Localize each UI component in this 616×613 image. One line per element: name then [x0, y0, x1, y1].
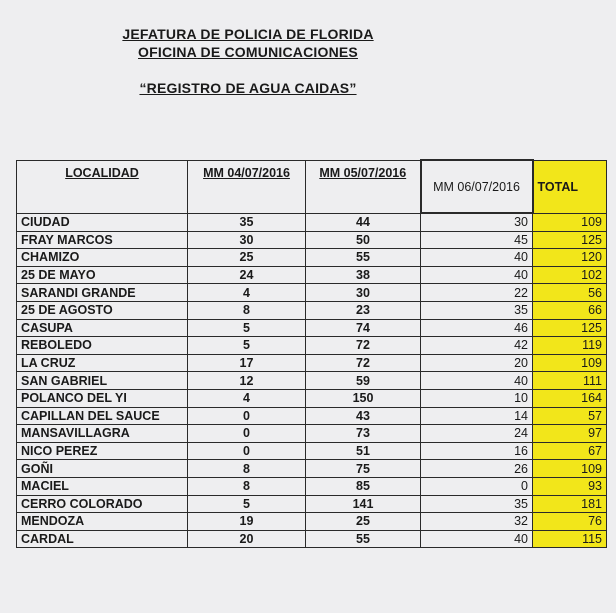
- cell-day1: 24: [188, 266, 306, 284]
- cell-localidad: NICO PEREZ: [17, 442, 188, 460]
- cell-day3: 0: [421, 477, 533, 495]
- table-row: [17, 442, 607, 460]
- table-row: [17, 477, 607, 495]
- cell-day3: 40: [421, 266, 533, 284]
- table-row: [17, 354, 607, 372]
- cell-total: 125: [533, 231, 607, 249]
- cell-day2: 75: [306, 460, 421, 478]
- table-row: [17, 407, 607, 425]
- cell-day2: 73: [306, 425, 421, 443]
- cell-localidad: MANSAVILLAGRA: [17, 425, 188, 443]
- cell-localidad: 25 DE AGOSTO: [17, 301, 188, 319]
- cell-day1: 5: [188, 319, 306, 337]
- cell-day2: 55: [306, 249, 421, 267]
- cell-day3: 10: [421, 389, 533, 407]
- cell-day2: 59: [306, 372, 421, 390]
- cell-day2: 74: [306, 319, 421, 337]
- cell-day3: 26: [421, 460, 533, 478]
- table-body: [17, 213, 607, 548]
- cell-total: 125: [533, 319, 607, 337]
- cell-day1: 8: [188, 301, 306, 319]
- cell-day1: 12: [188, 372, 306, 390]
- cell-localidad: CAPILLAN DEL SAUCE: [17, 407, 188, 425]
- cell-day1: 0: [188, 407, 306, 425]
- cell-day1: 35: [188, 213, 306, 231]
- cell-day1: 0: [188, 425, 306, 443]
- cell-day1: 5: [188, 337, 306, 355]
- cell-day1: 4: [188, 284, 306, 302]
- cell-day2: 72: [306, 337, 421, 355]
- rainfall-table: [16, 159, 607, 548]
- cell-total: 115: [533, 530, 607, 548]
- cell-total: 93: [533, 477, 607, 495]
- cell-day2: 44: [306, 213, 421, 231]
- document-title: JEFATURA DE POLICIA DE FLORIDA: [122, 26, 374, 42]
- cell-localidad: MACIEL: [17, 477, 188, 495]
- table-row: [17, 425, 607, 443]
- report-title: “REGISTRO DE AGUA CAIDAS”: [139, 80, 357, 96]
- table-row: [17, 249, 607, 267]
- cell-localidad: REBOLEDO: [17, 337, 188, 355]
- column-header-day1: MM 04/07/2016: [188, 160, 306, 213]
- table-row: [17, 266, 607, 284]
- cell-day2: 141: [306, 495, 421, 513]
- cell-day2: 25: [306, 513, 421, 531]
- cell-day3: 35: [421, 301, 533, 319]
- cell-total: 57: [533, 407, 607, 425]
- cell-day3: 22: [421, 284, 533, 302]
- cell-day2: 38: [306, 266, 421, 284]
- cell-day3: 30: [421, 213, 533, 231]
- cell-day1: 25: [188, 249, 306, 267]
- cell-day1: 8: [188, 460, 306, 478]
- cell-localidad: FRAY MARCOS: [17, 231, 188, 249]
- cell-total: 56: [533, 284, 607, 302]
- cell-localidad: POLANCO DEL YI: [17, 389, 188, 407]
- cell-total: 102: [533, 266, 607, 284]
- cell-localidad: 25 DE MAYO: [17, 266, 188, 284]
- table-row: [17, 337, 607, 355]
- cell-localidad: CASUPA: [17, 319, 188, 337]
- cell-total: 109: [533, 354, 607, 372]
- cell-total: 66: [533, 301, 607, 319]
- cell-day2: 85: [306, 477, 421, 495]
- cell-total: 109: [533, 460, 607, 478]
- cell-total: 119: [533, 337, 607, 355]
- cell-total: 111: [533, 372, 607, 390]
- cell-total: 76: [533, 513, 607, 531]
- cell-localidad: CHAMIZO: [17, 249, 188, 267]
- cell-day3: 45: [421, 231, 533, 249]
- cell-localidad: CIUDAD: [17, 213, 188, 231]
- cell-day2: 43: [306, 407, 421, 425]
- cell-day3: 42: [421, 337, 533, 355]
- cell-total: 120: [533, 249, 607, 267]
- table-row: [17, 284, 607, 302]
- table-row: [17, 530, 607, 548]
- table-row: [17, 495, 607, 513]
- cell-day3: 35: [421, 495, 533, 513]
- cell-localidad: MENDOZA: [17, 513, 188, 531]
- table-row: [17, 301, 607, 319]
- cell-day2: 30: [306, 284, 421, 302]
- cell-day3: 40: [421, 249, 533, 267]
- cell-day3: 32: [421, 513, 533, 531]
- cell-day3: 16: [421, 442, 533, 460]
- cell-day3: 40: [421, 530, 533, 548]
- table-header-row: [17, 160, 607, 213]
- cell-day1: 19: [188, 513, 306, 531]
- cell-day3: 14: [421, 407, 533, 425]
- cell-total: 181: [533, 495, 607, 513]
- cell-localidad: LA CRUZ: [17, 354, 188, 372]
- cell-day2: 23: [306, 301, 421, 319]
- column-header-day2: MM 05/07/2016: [306, 160, 421, 213]
- cell-total: 164: [533, 389, 607, 407]
- table-row: [17, 213, 607, 231]
- cell-day3: 46: [421, 319, 533, 337]
- cell-day3: 40: [421, 372, 533, 390]
- cell-day1: 4: [188, 389, 306, 407]
- cell-day2: 72: [306, 354, 421, 372]
- cell-day3: 24: [421, 425, 533, 443]
- column-header-localidad: LOCALIDAD: [17, 160, 188, 213]
- cell-day2: 55: [306, 530, 421, 548]
- table-row: [17, 372, 607, 390]
- column-header-day3: MM 06/07/2016: [421, 160, 533, 213]
- cell-day1: 30: [188, 231, 306, 249]
- cell-localidad: CARDAL: [17, 530, 188, 548]
- cell-day1: 5: [188, 495, 306, 513]
- cell-localidad: SARANDI GRANDE: [17, 284, 188, 302]
- table-row: [17, 460, 607, 478]
- document-subtitle: OFICINA DE COMUNICACIONES: [138, 44, 358, 60]
- cell-localidad: GOÑI: [17, 460, 188, 478]
- table-row: [17, 319, 607, 337]
- cell-day2: 50: [306, 231, 421, 249]
- cell-day2: 51: [306, 442, 421, 460]
- cell-day1: 8: [188, 477, 306, 495]
- cell-total: 109: [533, 213, 607, 231]
- cell-day1: 0: [188, 442, 306, 460]
- cell-localidad: SAN GABRIEL: [17, 372, 188, 390]
- cell-localidad: CERRO COLORADO: [17, 495, 188, 513]
- table-row: [17, 513, 607, 531]
- cell-day3: 20: [421, 354, 533, 372]
- cell-day2: 150: [306, 389, 421, 407]
- cell-total: 67: [533, 442, 607, 460]
- column-header-total: TOTAL: [533, 160, 607, 213]
- table-row: [17, 231, 607, 249]
- cell-total: 97: [533, 425, 607, 443]
- cell-day1: 17: [188, 354, 306, 372]
- table-row: [17, 389, 607, 407]
- cell-day1: 20: [188, 530, 306, 548]
